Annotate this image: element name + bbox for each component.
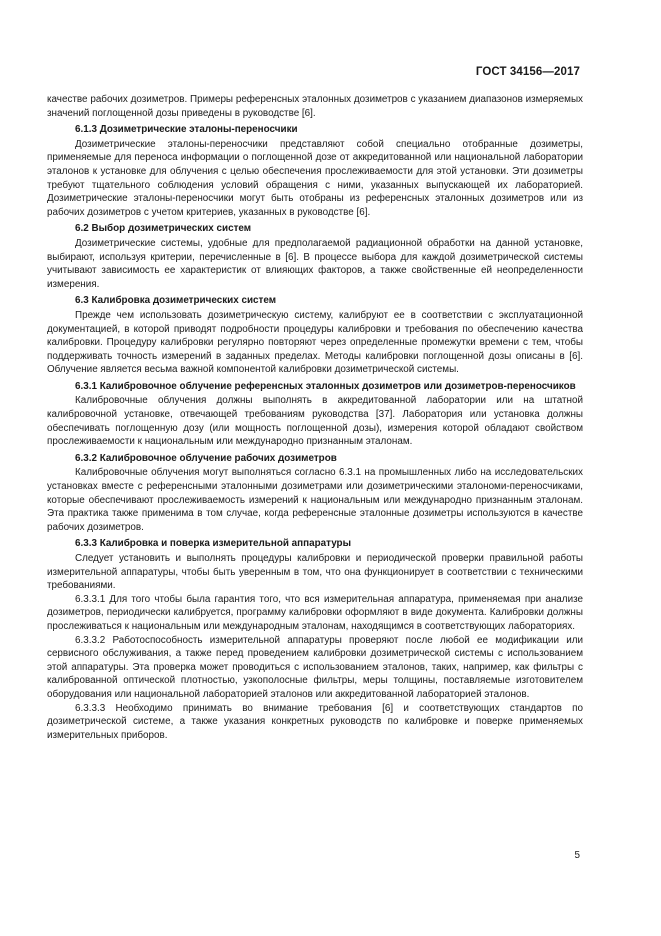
paragraph: 6.3.3.2 Работоспособность измерительной аппаратуры проверяют после любой ее модификации или сервисного обслуживания, а также перед проведением калибровки дозиметрической системы с использованием этой аппаратуры. Эта проверка может проводиться с использованием эталонов, таких, например, как фильтры с калиброванной оптической плотностью, узкополосные фильтры, меры толщины, поставляемые изготовителем оборудования или национальной лабораторией эталонов или аккредитованной лабораторией эталонов. [47, 634, 583, 700]
section-heading: 6.2 Выбор дозиметрических систем [75, 223, 252, 235]
section-heading: 6.3.1 Калибровочное облучение референсных эталонных дозиметров или дозиметров-переносчиков [75, 380, 576, 392]
section-heading: 6.3 Калибровка дозиметрических систем [75, 295, 277, 307]
paragraph: Дозиметрические эталоны-переносчики представляют собой специально отобранные дозиметры, применяемые для переноса информации о поглощенной дозе от аккредитованной или национальной лаборатории эталонов к установке для облучения с целью обеспечения прослеживаемости для этой установки. Эти дозиметры требуют тщательного соблюдения условий обращения с ними, указанных выпускающей их лабораторией. Дозиметрические эталоны-переносчики могут быть отобраны из референсных эталонных дозиметров или из рабочих дозиметров с учетом критериев, указанных в руководстве [6]. [47, 138, 583, 218]
paragraph: качестве рабочих дозиметров. Примеры референсных эталонных дозиметров с указанием диапазонов измеряемых значений поглощенной дозы приведены в руководстве [6]. [47, 94, 583, 119]
page-number: 5 [574, 850, 580, 861]
section-heading: 6.1.3 Дозиметрические эталоны-переносчики [75, 124, 298, 136]
paragraph: Следует установить и выполнять процедуры калибровки и периодической проверки правильной работы измерительной аппаратуры, чтобы быть уверенным в том, что она функционирует в соответствии с техническими требованиями. [47, 553, 583, 592]
paragraph: 6.3.3.1 Для того чтобы была гарантия того, что вся измерительная аппаратура, применяемая при анализе дозиметров, периодически калибруется, программу калибровки оформляют в виде документа. Калибровки должны прослеживаться к национальным или международным эталонам, находящимся в соответствующих лабораториях. [47, 593, 583, 632]
paragraph: Дозиметрические системы, удобные для предполагаемой радиационной обработки на данной установке, выбирают, используя критерии, перечисленные в [6]. В процессе выбора для каждой дозиметрической системы учитывают зависимость ее характеристик от влияющих факторов, а также свойственные ей неопределенности измерения. [47, 237, 583, 290]
paragraph: Прежде чем использовать дозиметрическую систему, калибруют ее в соответствии с эксплуатационной документацией, в которой приводят подробности процедуры калибровки и требования по обеспечению качества калибровки. Процедуру калибровки регулярно повторяют через определенные промежутки времени с тем, чтобы поддерживать точность измерений в заданных пределах. Методы калибровки поглощенной дозы описаны в [6]. Облучение является весьма важной компонентой калибровки дозиметрической системы. [47, 309, 583, 376]
document-code: ГОСТ 34156—2017 [475, 66, 580, 78]
section-heading: 6.3.2 Калибровочное облучение рабочих дозиметров [75, 452, 337, 464]
paragraph: Калибровочные облучения могут выполняться согласно 6.3.1 на промышленных либо на исследовательских установках вместе с референсными эталонными дозиметрами или дозиметрическими эталономи-переносчиками, которые обеспечивают прослеживаемость измерений к национальным или международно признанным эталонам. Эта практика также применима в том случае, когда референсные эталонные дозиметры используются в качестве рабочих дозиметров. [47, 467, 583, 533]
section-heading: 6.3.3 Калибровка и поверка измерительной аппаратуры [75, 538, 352, 550]
page-body [47, 93, 583, 742]
paragraph: Калибровочные облучения должны выполнять в аккредитованной лаборатории или на штатной калибровочной установке, отвечающей требованиям руководства [37]. Лаборатория или установка должны обеспечивать поглощенную дозу (или мощность поглощенной дозы), измерения которой обладают свойством прослеживаемости к национальным или международно признанным эталонам. [47, 395, 583, 448]
paragraph: 6.3.3.3 Необходимо принимать во внимание требования [6] и соответствующих стандартов по дозиметрической системе, а также указания конкретных руководств по калибровке и поверке применяемых измерительных приборов. [47, 702, 583, 741]
